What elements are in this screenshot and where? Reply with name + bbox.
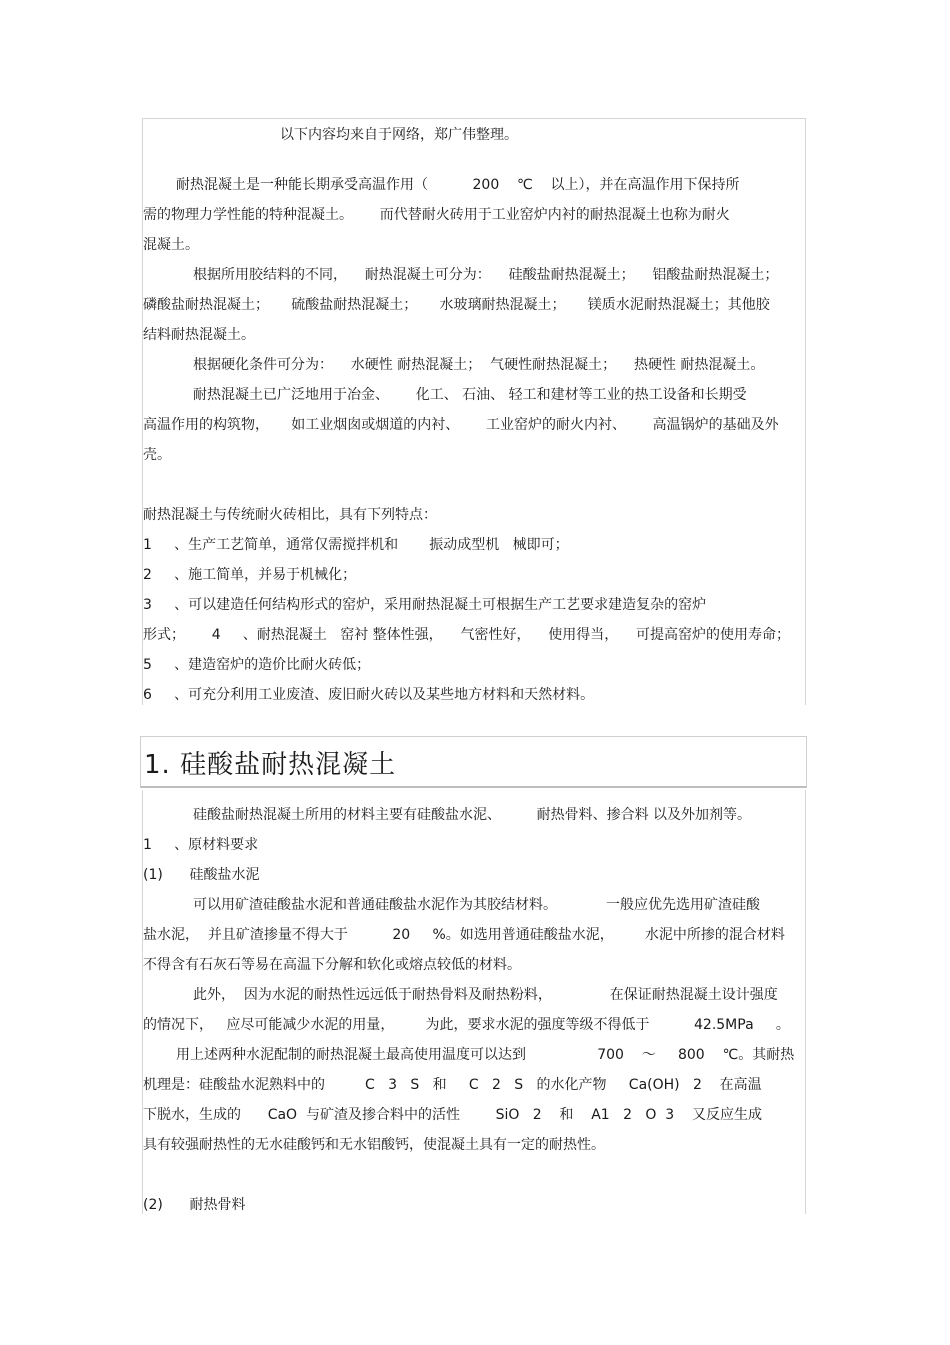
intro-line: 耐热混凝土是一种能长期承受高温作用（ 200 ℃ 以上），并在高温作用下保持所 [176,177,740,193]
section-line: (1) 硅酸盐水泥 [143,867,260,883]
intro-line: 耐热混凝土已广泛地用于冶金、 化工、 石油、 轻工和建材等工业的热工设备和长期受 [193,387,747,403]
section-line: 机理是：硅酸盐水泥熟料中的 C 3 S 和 C 2 S 的水化产物 Ca(OH) 2 在高温 [143,1077,762,1093]
section-heading-box [140,736,807,788]
section-title: 1. 硅酸盐耐热混凝土 [144,750,397,780]
intro-line: 磷酸盐耐热混凝土； 硫酸盐耐热混凝土； 水玻璃耐热混凝土； 镁质水泥耐热混凝土；其他胶 [143,297,770,313]
feature-item: 形式； 4 、耐热混凝土 窑衬 整体性强， 气密性好， 使用得当， 可提高窑炉的使用寿命； [143,627,791,643]
intro-line: 结料耐热混凝土。 [143,327,255,343]
section-line: 1 、原材料要求 [143,837,259,853]
section-line: 的情况下， 应尽可能减少水泥的用量， 为此，要求水泥的强度等级不得低于 42.5MPa 。 [143,1017,790,1033]
feature-item: 1 、生产工艺简单，通常仅需搅拌机和 振动成型机 械即可； [143,537,569,553]
feature-item: 3 、可以建造任何结构形式的窑炉，采用耐热混凝土可根据生产工艺要求建造复杂的窑炉 [143,597,707,613]
section-line: 用上述两种水泥配制的耐热混凝土最高使用温度可以达到 700 ～ 800 ℃。其耐热 [176,1047,795,1063]
features-heading: 耐热混凝土与传统耐火砖相比，具有下列特点： [143,507,437,523]
feature-item: 5 、建造窑炉的造价比耐火砖低； [143,657,371,673]
feature-item: 6 、可充分利用工业废渣、废旧耐火砖以及某些地方材料和天然材料。 [143,687,595,703]
section-line: 不得含有石灰石等易在高温下分解和软化或熔点较低的材料。 [143,957,521,973]
intro-line: 根据硬化条件可分为： 水硬性 耐热混凝土； 气硬性耐热混凝土； 热硬性 耐热混凝土。 [193,357,765,373]
section-line: 此外， 因为水泥的耐热性远远低于耐热骨料及耐热粉料， 在保证耐热混凝土设计强度 [193,987,778,1003]
intro-line: 根据所用胶结料的不同， 耐热混凝土可分为： 硅酸盐耐热混凝土； 铝酸盐耐热混凝土； [193,267,779,283]
intro-line: 高温作用的构筑物， 如工业烟囱或烟道的内衬、 工业窑炉的耐火内衬、 高温锅炉的基础及外 [143,417,779,433]
section-line: 具有较强耐热性的无水硅酸钙和无水铝酸钙，使混凝土具有一定的耐热性。 [143,1137,605,1153]
intro-line: 壳。 [143,447,171,463]
section-line: (2) 耐热骨料 [143,1197,246,1213]
intro-line: 需的物理力学性能的特种混凝土。 而代替耐火砖用于工业窑炉内衬的耐热混凝土也称为耐火 [143,207,730,223]
header-note: 以下内容均来自于网络，郑广伟整理。 [280,127,518,143]
intro-line: 混凝土。 [143,237,199,253]
section-line: 硅酸盐耐热混凝土所用的材料主要有硅酸盐水泥、 耐热骨料、掺合料 以及外加剂等。 [193,807,752,823]
section-line: 盐水泥， 并且矿渣掺量不得大于 20 %。如选用普通硅酸盐水泥， 水泥中所掺的混合材料 [143,927,785,943]
section-line: 下脱水，生成的 CaO 与矿渣及掺合料中的活性 SiO 2 和 A1 2 O 3 又反应生成 [143,1107,762,1123]
section-line: 可以用矿渣硅酸盐水泥和普通硅酸盐水泥作为其胶结材料。 一般应优先选用矿渣硅酸 [193,897,760,913]
feature-item: 2 、施工简单，并易于机械化； [143,567,357,583]
